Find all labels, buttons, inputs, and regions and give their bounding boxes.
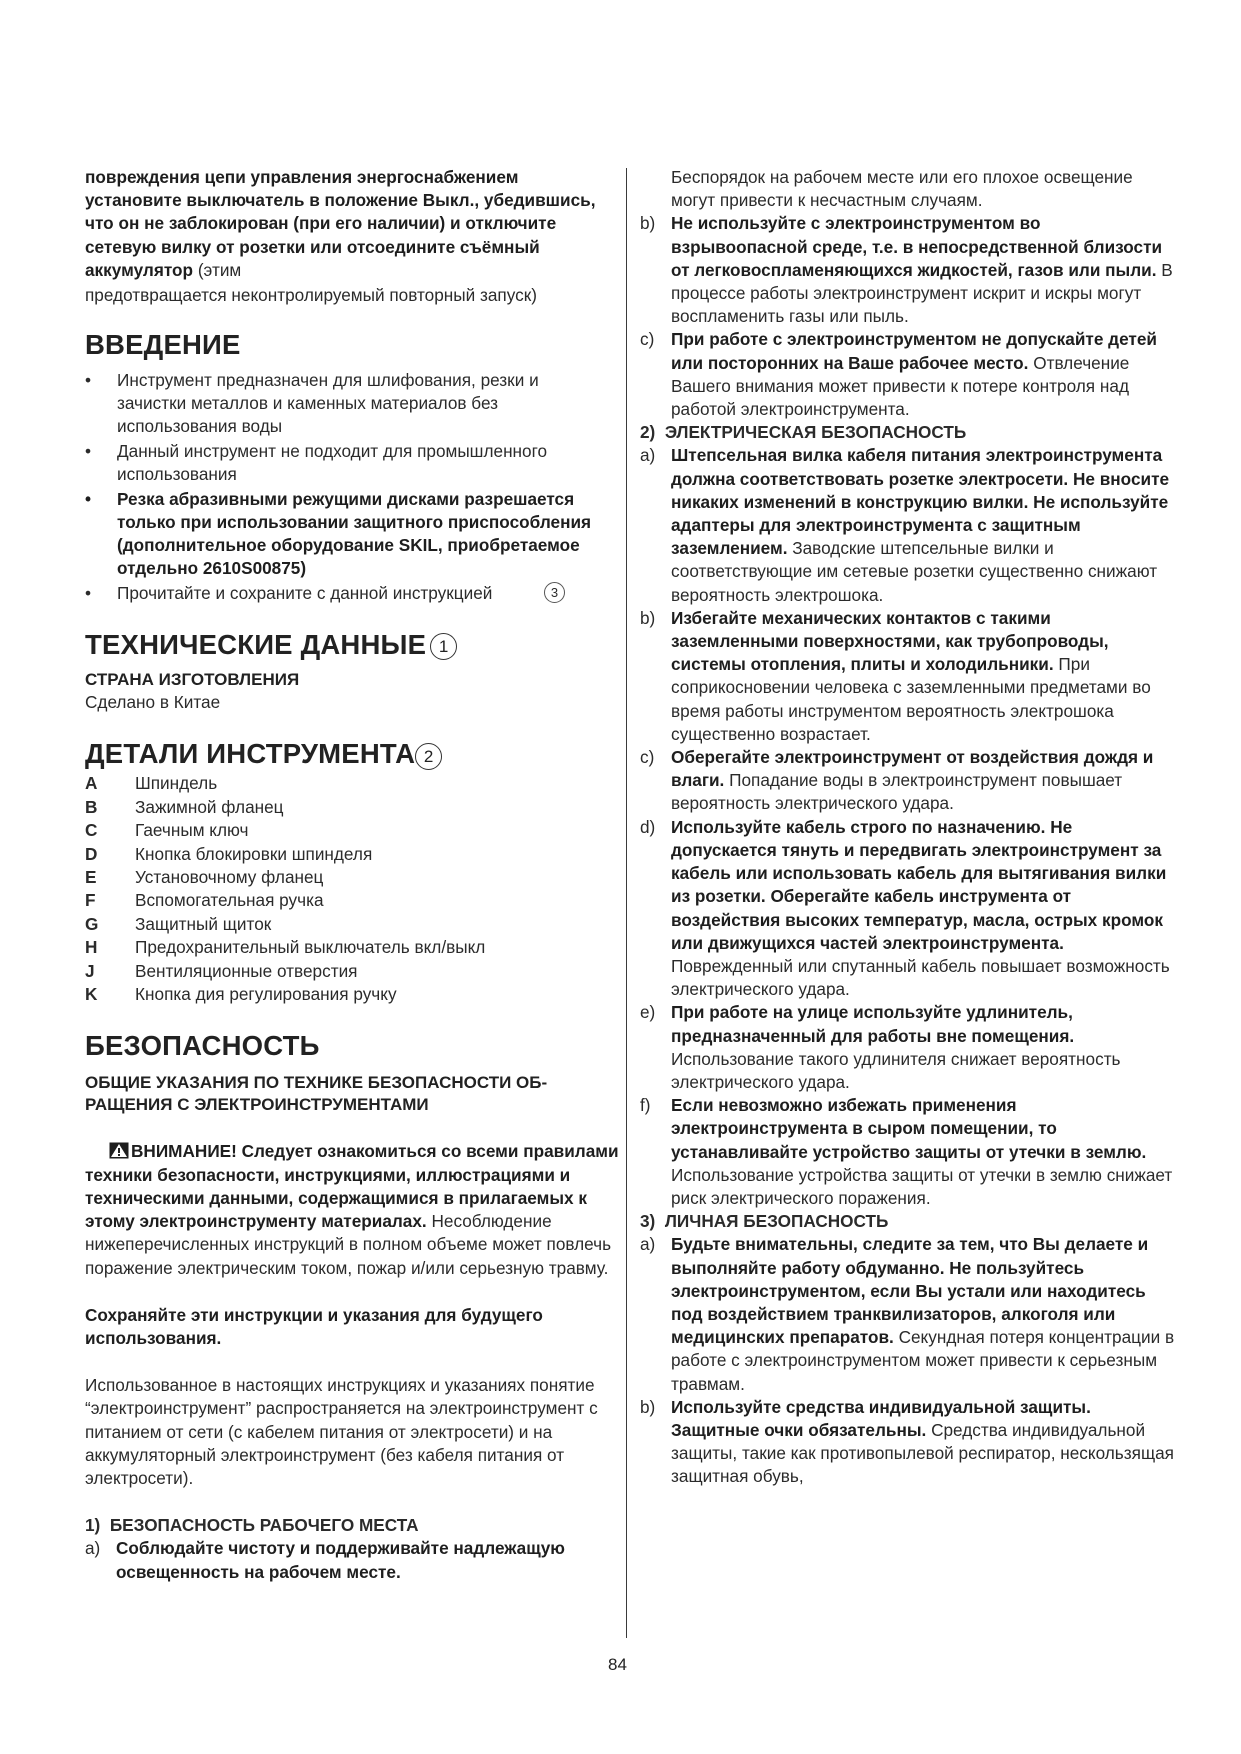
part-item: A Шпиндель <box>85 773 218 794</box>
intro-bullet: • Данный инструмент не подходит для промышленного использования <box>85 440 605 486</box>
part-item: C Гаечным ключ <box>85 820 249 841</box>
country-value: Сделано в Китае <box>85 692 221 713</box>
part-item: D Кнопка блокировки шпинделя <box>85 843 373 864</box>
electrical-item-d: d) Используйте кабель строго по назначению. Не допускается тянуть и передвигать электроинструмент за кабель или использовать кабель для вытягивания вилки из розетки. Оберегайте кабель инструмента от воздействия высоких температур, масла, острых кромок или движущихся частей электроинструмента. Поврежденный или спутанный кабель повышает возможность электрического удара. <box>640 816 1170 1000</box>
page-number: 84 <box>608 1655 627 1674</box>
figure-ref-1: 1 <box>430 633 457 660</box>
intro-bullet: • Инструмент предназначен для шлифования, резки и зачистки металлов и каменных материалов без использования воды <box>85 369 605 438</box>
part-item: B Зажимной фланец <box>85 796 284 817</box>
column-divider <box>626 168 627 1638</box>
section-title-safety: БЕЗОПАСНОСТЬ <box>85 1030 320 1062</box>
workplace-item-a: a) Соблюдайте чистоту и поддерживайте надлежащую освещенность на рабочем месте. <box>85 1538 565 1582</box>
figure-ref-3: 3 <box>544 582 565 603</box>
intro-bullets <box>85 369 605 605</box>
workplace-item-c: c) При работе с электроинструментом не допускайте детей или посторонних на Ваше рабочее место. Отвлечение Вашего внимания может привести к потере контроля над работой электроинструмента. <box>640 329 1157 420</box>
electrical-item-c: c) Оберегайте электроинструмент от воздействия дождя и влаги. Попадание воды в электроинструмент повышает вероятность электрического удара. <box>640 747 1154 814</box>
power-tool-term: Использованное в настоящих инструкциях и указаниях понятие “электроинструмент” распространяется на электроинструмент с питанием от сети (с кабелем питания от электросети) и на аккумуляторный электроинструмент (без кабеля питания от электросети). <box>85 1375 598 1488</box>
part-item: K Кнопка дия регулирования ручку <box>85 984 397 1005</box>
personal-item-a: a) Будьте внимательны, следите за тем, что Вы делаете и выполняйте работу обдуманно. Не пользуйтесь электроинструментом, если Вы устали или находитесь под воздействием транквилизаторов, алкоголя или медицинских препаратов. Секундная потеря концентрации в работе с электроинструментом может привести к серьезным травмам. <box>640 1234 1175 1394</box>
personal-item-b: b) Используйте средства индивидуальной защиты. Защитные очки обязательны. Средства индивидуальной защиты, такие как противопылевой респиратор, нескользящая защитная обувь, <box>640 1396 1174 1487</box>
section-title-parts: ДЕТАЛИ ИНСТРУМЕНТА 2 <box>85 738 625 770</box>
workplace-safety-heading: 1) БЕЗОПАСНОСТЬ РАБОЧЕГО МЕСТА <box>85 1515 419 1536</box>
intro-paragraph-end: предотвращается неконтролируемый повторный запуск) <box>85 285 537 306</box>
warning-icon <box>109 1142 129 1159</box>
keep-instructions: Сохраняйте эти инструкции и указания для будущего использования. <box>85 1304 543 1348</box>
intro-paragraph: повреждения цепи управления энергоснабжением установите выключатель в положение Выкл., убедившись, что он не заблокирован (при его наличии) и отключите сетевую вилку от розетки или отсоедините съёмный аккумулятор (этим <box>85 167 596 280</box>
electrical-item-b: b) Избегайте механических контактов с такими заземленными поверхностями, как трубопроводы, системы отопления, плиты и холодильники. При соприкосновении человека с заземленными предметами во время работы инструментом вероятность электрошока существенно возрастает. <box>640 607 1151 744</box>
electrical-item-e: e) При работе на улице используйте удлинитель, предназначенный для работы вне помещения. Использование такого удлинителя снижает вероятность электрического удара. <box>640 1002 1121 1092</box>
safety-warning: ВНИМАНИЕ! Следует ознакомиться со всеми правилами техники безопасности, инструкциями, иллюстрациями и техническими данными, содержащимися в прилагаемых к этому электроинструменту материалах. Несоблюдение нижеперечисленных инструкций в полном объеме может повлечь поражение электрическим током, пожар и/или серьезную травму. <box>85 1141 619 1278</box>
part-item: G Защитный щиток <box>85 913 272 934</box>
country-heading: СТРАНА ИЗГОТОВЛЕНИЯ <box>85 670 300 690</box>
electrical-item-a: a) Штепсельная вилка кабеля питания электроинструмента должна соответствовать розетке электросети. Не вносите никаких изменений в конструкцию вилки. Не используйте адаптеры для электроинструмента с защитным заземлением. Заводские штепсельные вилки и соответствующие им сетевые розетки существенно снижают вероятность электрошока. <box>640 445 1170 605</box>
section-title-tech: ТЕХНИЧЕСКИЕ ДАННЫЕ 1 <box>85 629 625 661</box>
left-column <box>85 166 625 1584</box>
intro-bullet-bold: • Резка абразивными режущими дисками разрешается только при использовании защитного приспособления (дополнительное оборудование SKIL, приобретаемое отдельно 2610S00875) <box>85 488 605 580</box>
parts-list <box>85 772 625 1006</box>
part-item: E Установочному фланец <box>85 867 324 888</box>
workplace-item-b: b) Не используйте с электроинструментом во взрывоопасной среде, т.е. в непосредственной близости от легковоспламеняющихся жидкостей, газов или пыли. В процессе работы электроинструмент искрит и искры могут воспламенить газы или пыль. <box>640 213 1173 327</box>
intro-bullet-last: • Прочитайте и сохраните с данной инструкцией 3 <box>85 582 605 605</box>
personal-safety-heading: 3) ЛИЧНАЯ БЕЗОПАСНОСТЬ <box>640 1211 889 1232</box>
right-column <box>640 166 1175 1489</box>
figure-ref-2: 2 <box>415 743 442 770</box>
part-item: J Вентиляционные отверстия <box>85 960 358 981</box>
part-item: H Предохранительный выключатель вкл/выкл <box>85 937 486 958</box>
electrical-safety-heading: 2) ЭЛЕКТРИЧЕСКАЯ БЕЗОПАСНОСТЬ <box>640 422 967 443</box>
part-item: F Вспомогательная ручка <box>85 890 324 911</box>
safety-general-heading: ОБЩИЕ УКАЗАНИЯ ПО ТЕХНИКЕ БЕЗОПАСНОСТИ ОБ- РАЩЕНИЯ С ЭЛЕКТРОИНСТРУМЕНТАМИ <box>85 1073 548 1115</box>
workplace-item-a-cont: Беспорядок на рабочем месте или его плохое освещение могут привести к несчастным случаям. <box>671 167 1133 211</box>
electrical-item-f: f) Если невозможно избежать применения электроинструмента в сыром помещении, то устанавливайте устройство защиты от утечки в землю. Использование устройства защиты от утечки в землю снижает риск электрического поражения. <box>640 1095 1173 1208</box>
section-title-vvedenie: ВВЕДЕНИЕ <box>85 329 241 361</box>
